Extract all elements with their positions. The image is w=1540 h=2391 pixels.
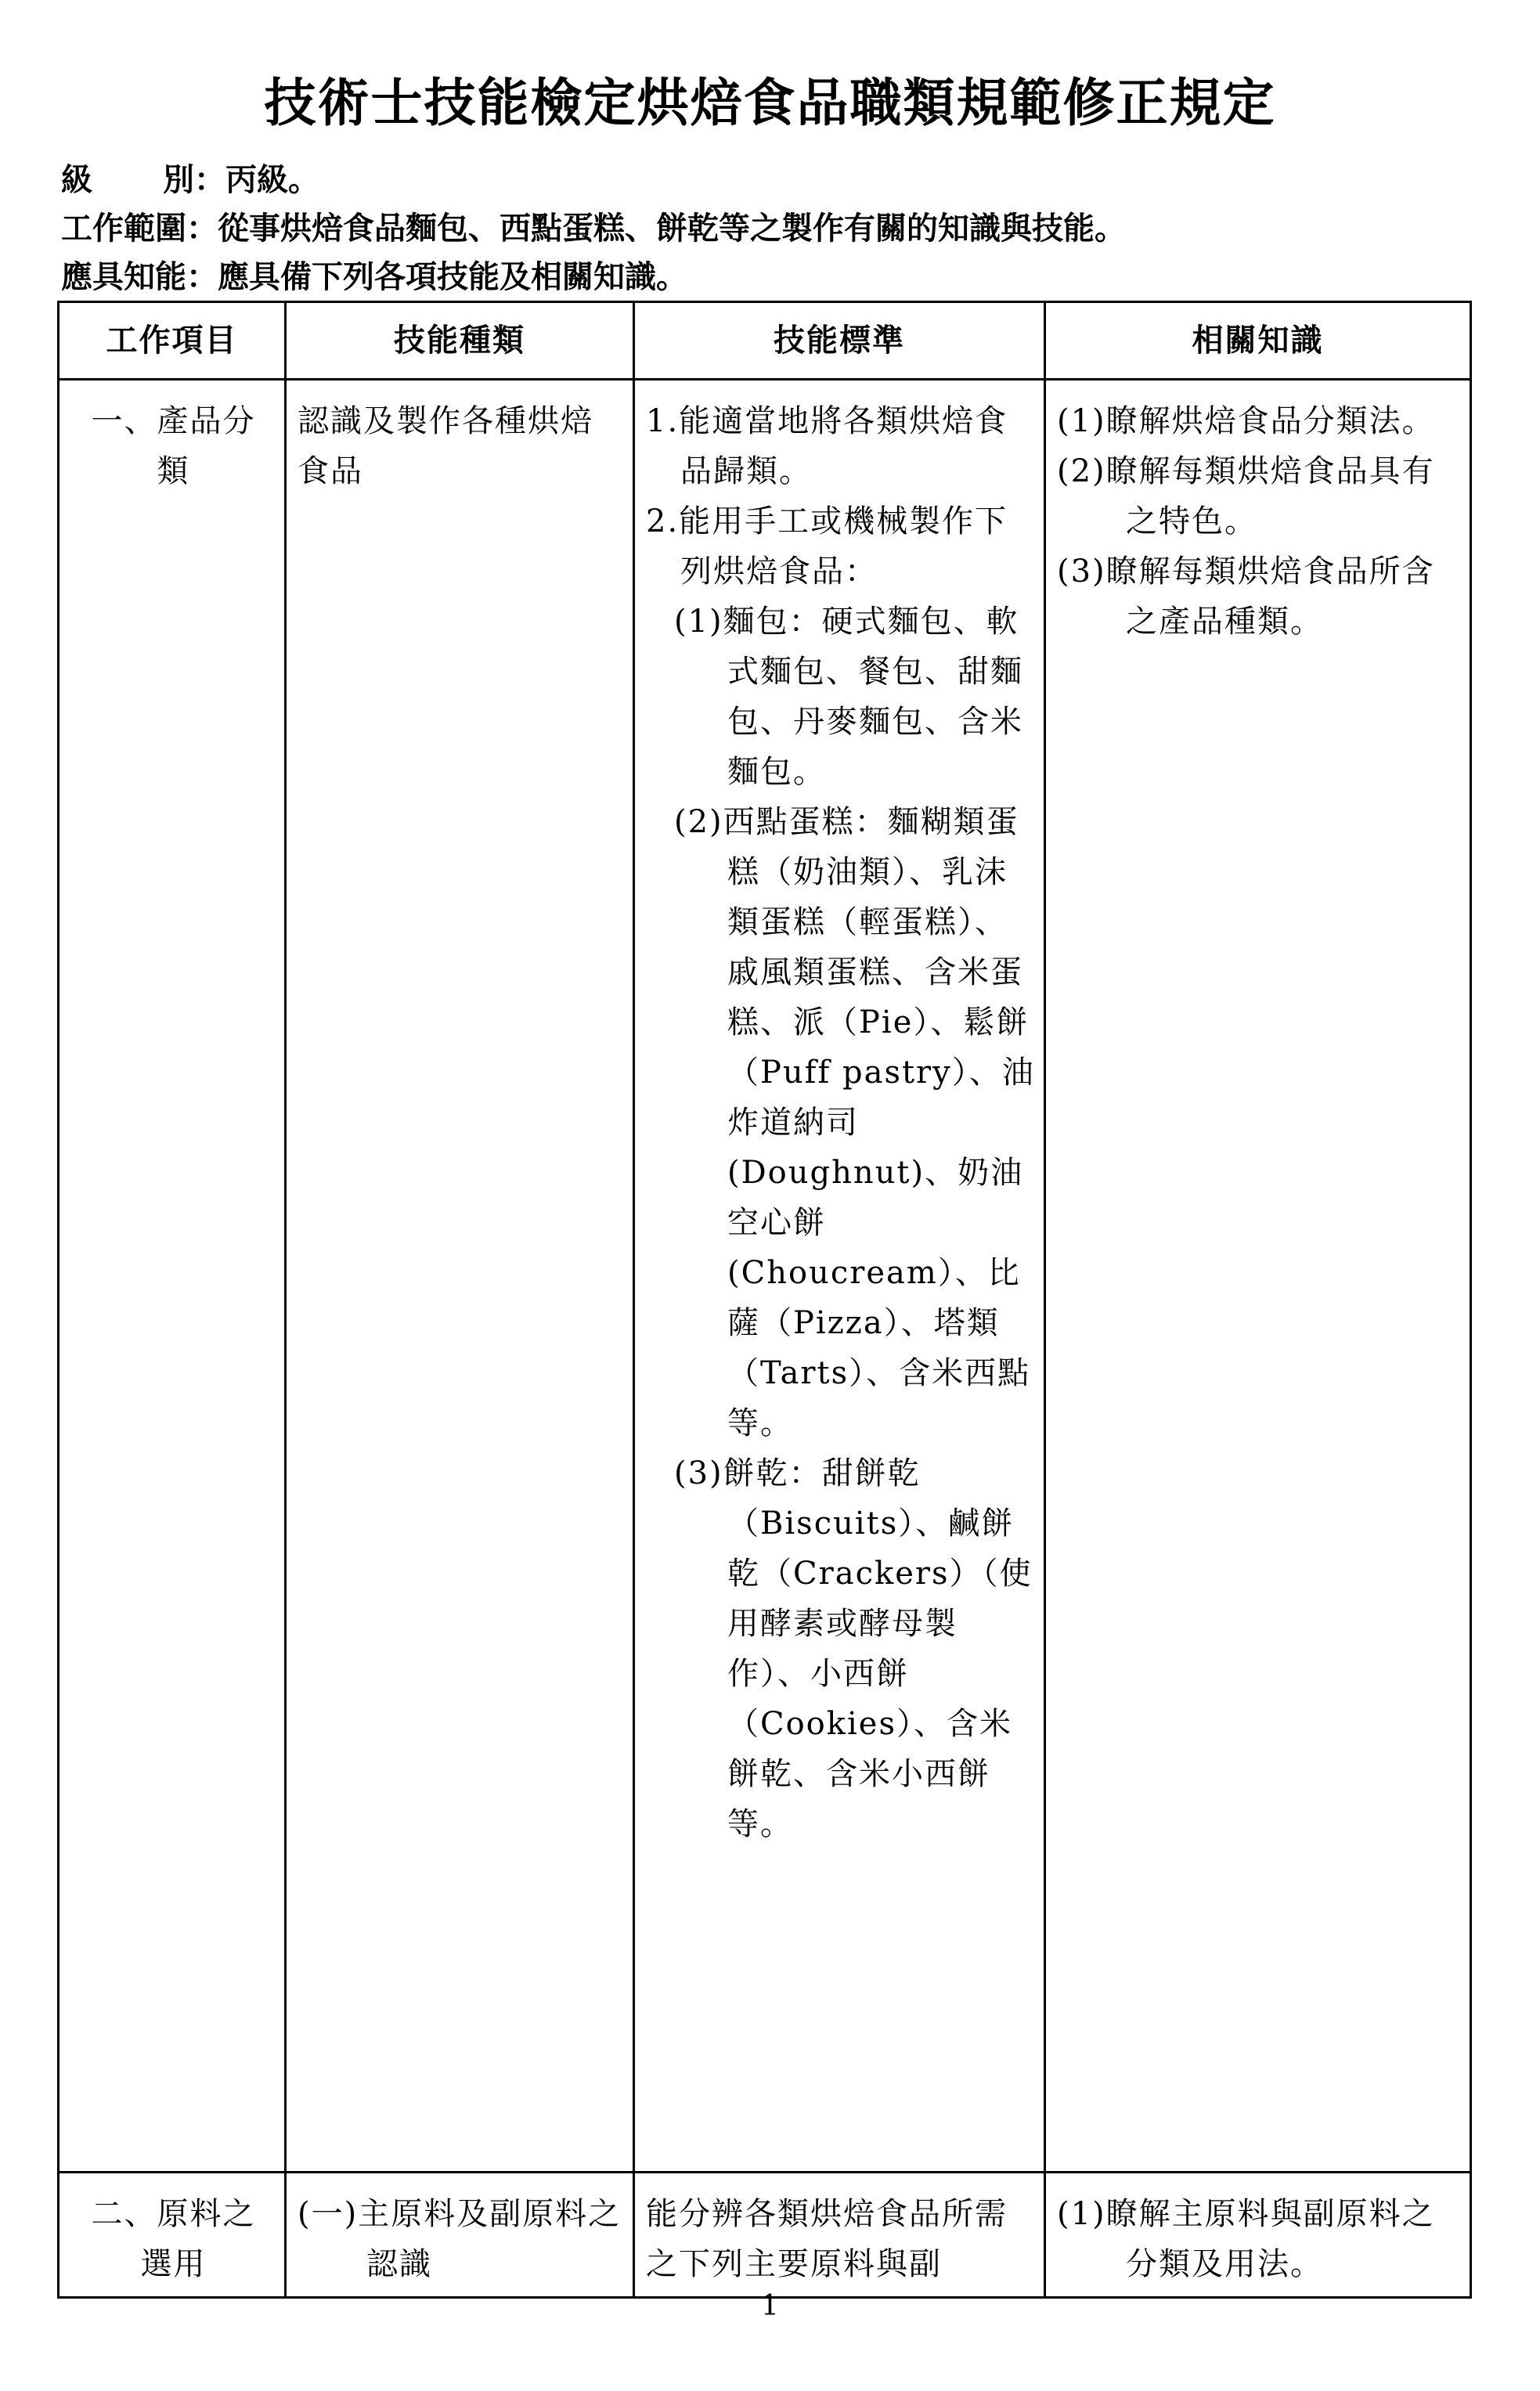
standard-item: 2.能用手工或機械製作下列烘焙食品： [646, 503, 1008, 590]
standard-subitem: (2)西點蛋糕：麵糊類蛋糕（奶油類）、乳沫類蛋糕（輕蛋糕）、戚風類蛋糕、含米蛋糕、派（Pie）、鬆餅（Puff pastry）、油炸道納司(Doughnut)、奶油空心餅(Choucream）、比薩（Pizza）、塔類（Tarts）、含米西點等。 [674, 804, 1035, 1441]
standard-item: 能分辨各類烘焙食品所需之下列主要原料與副 [646, 2196, 1008, 2282]
skill-type-text: 認識及製作各種烘焙食品 [298, 403, 593, 489]
meta-colon: ： [186, 258, 218, 295]
meta-scope-key: 工作範圍 [61, 210, 186, 247]
skill-type-text: (一)主原料及副原料之認識 [298, 2196, 622, 2282]
knowledge-item: (1)瞭解主原料與副原料之分類及用法。 [1057, 2196, 1435, 2282]
work-item-line: 選用 [140, 2246, 207, 2282]
standard-subitem: (3)餅乾：甜餅乾（Biscuits）、鹹餅乾（Crackers）（使用酵素或酵母製作）、小西餅（Cookies）、含米餅乾、含米小西餅等。 [674, 1455, 1033, 1842]
document-title: 技術士技能檢定烘焙食品職類規範修正規定 [264, 72, 1276, 133]
meta-knowledge-key: 應具知能 [61, 258, 186, 295]
cell-related-knowledge [1045, 2173, 1471, 2298]
standard-subitem: (1)麵包：硬式麵包、軟式麵包、餐包、甜麵包、丹麥麵包、含米麵包。 [674, 604, 1023, 790]
meta-level-value: 丙級。 [225, 161, 319, 198]
meta-level [61, 161, 319, 199]
header-work-item: 工作項目 [59, 302, 286, 380]
meta-colon: ： [194, 161, 225, 198]
table-row [59, 380, 1471, 2173]
standard-item: 1.能適當地將各類烘焙食品歸類。 [646, 403, 1008, 489]
cell-related-knowledge [1045, 380, 1471, 2173]
meta-knowledge-value: 應具備下列各項技能及相關知識。 [218, 258, 687, 295]
cell-skill-type [286, 2173, 634, 2298]
work-item-line: 二、原料之 [91, 2196, 256, 2232]
meta-level-key: 級別 [61, 161, 194, 198]
header-related-knowledge: 相關知識 [1045, 302, 1471, 380]
knowledge-item: (1)瞭解烘焙食品分類法。 [1057, 403, 1435, 439]
meta-scope-value: 從事烘焙食品麵包、西點蛋糕、餅乾等之製作有關的知識與技能。 [218, 210, 1126, 247]
cell-skill-standard [634, 380, 1045, 2173]
table-header-row [59, 302, 1471, 380]
page-number: 1 [761, 2290, 779, 2322]
cell-skill-type [286, 380, 634, 2173]
work-item-line: 一、產品分 [91, 403, 256, 439]
knowledge-item: (3)瞭解每類烘焙食品所含之產品種類。 [1057, 554, 1435, 640]
table-row [59, 2173, 1471, 2298]
cell-work-item [59, 380, 286, 2173]
cell-work-item [59, 2173, 286, 2298]
header-skill-standard: 技能標準 [634, 302, 1045, 380]
knowledge-item: (2)瞭解每類烘焙食品具有之特色。 [1057, 453, 1435, 539]
cell-skill-standard [634, 2173, 1045, 2298]
meta-scope [61, 210, 1126, 247]
meta-colon: ： [186, 210, 218, 247]
header-skill-type: 技能種類 [286, 302, 634, 380]
work-item-line: 類 [157, 453, 190, 489]
meta-knowledge [61, 258, 687, 296]
specification-table [57, 301, 1472, 2299]
